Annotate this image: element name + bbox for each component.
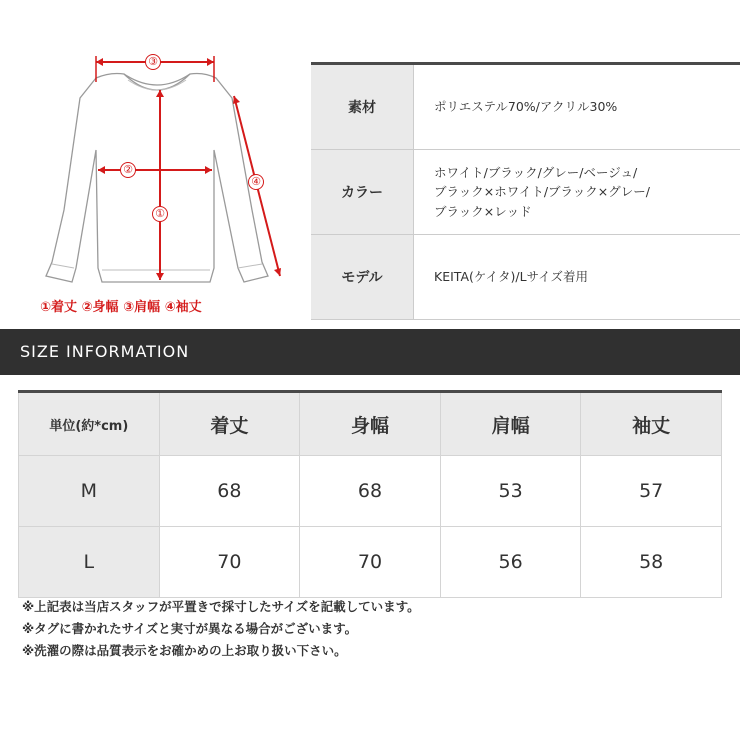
header-length: 着丈 bbox=[159, 392, 300, 456]
size-label: L bbox=[19, 527, 160, 598]
spec-row-material bbox=[311, 62, 740, 150]
header-sleeve: 袖丈 bbox=[581, 392, 722, 456]
measurement-diagram bbox=[0, 0, 310, 330]
table-row bbox=[19, 456, 722, 527]
spec-value bbox=[414, 235, 740, 319]
size-table-header bbox=[19, 392, 722, 456]
size-cell: 68 bbox=[159, 456, 300, 527]
note-line: ※洗濯の際は品質表示をお確かめの上お取り扱い下さい。 bbox=[22, 643, 347, 658]
spec-label: 素材 bbox=[311, 65, 414, 149]
note-line: ※タグに書かれたサイズと実寸が異なる場合がございます。 bbox=[22, 621, 358, 636]
spec-table bbox=[311, 62, 740, 320]
size-cell: 53 bbox=[440, 456, 581, 527]
size-label: M bbox=[19, 456, 160, 527]
spec-value-line: ホワイト/ブラック/グレー/ベージュ/ bbox=[434, 164, 638, 180]
size-cell: 57 bbox=[581, 456, 722, 527]
spec-value-line: ポリエステル70%/アクリル30% bbox=[434, 99, 618, 115]
marker-sleeve: ④ bbox=[248, 174, 264, 190]
spec-label: モデル bbox=[311, 235, 414, 319]
size-info-banner: SIZE INFORMATION bbox=[0, 329, 740, 375]
diagram-legend: ①着丈 ②身幅 ③肩幅 ④袖丈 bbox=[40, 300, 202, 315]
header-shoulder: 肩幅 bbox=[440, 392, 581, 456]
size-cell: 68 bbox=[300, 456, 441, 527]
spec-row-model bbox=[311, 235, 740, 320]
marker-length: ① bbox=[152, 206, 168, 222]
note-line: ※上記表は当店スタッフが平置きで採寸したサイズを記載しています。 bbox=[22, 599, 420, 614]
spec-value bbox=[414, 65, 740, 149]
spec-value-line: ブラック×ホワイト/ブラック×グレー/ bbox=[434, 184, 650, 200]
spec-value-line: KEITA(ケイタ)/Lサイズ着用 bbox=[434, 269, 589, 285]
spec-value bbox=[414, 150, 740, 234]
notes bbox=[22, 596, 420, 662]
size-table bbox=[18, 390, 722, 598]
spec-label: カラー bbox=[311, 150, 414, 234]
header-chest: 身幅 bbox=[300, 392, 441, 456]
spec-value-line: ブラック×レッド bbox=[434, 203, 532, 219]
header-unit: 単位(約*cm) bbox=[19, 392, 160, 456]
size-cell: 58 bbox=[581, 527, 722, 598]
marker-shoulder: ③ bbox=[145, 54, 161, 70]
size-cell: 56 bbox=[440, 527, 581, 598]
sweater-illustration bbox=[0, 0, 310, 330]
size-cell: 70 bbox=[159, 527, 300, 598]
table-row bbox=[19, 527, 722, 598]
spec-row-color bbox=[311, 150, 740, 235]
size-cell: 70 bbox=[300, 527, 441, 598]
marker-chest: ② bbox=[120, 162, 136, 178]
